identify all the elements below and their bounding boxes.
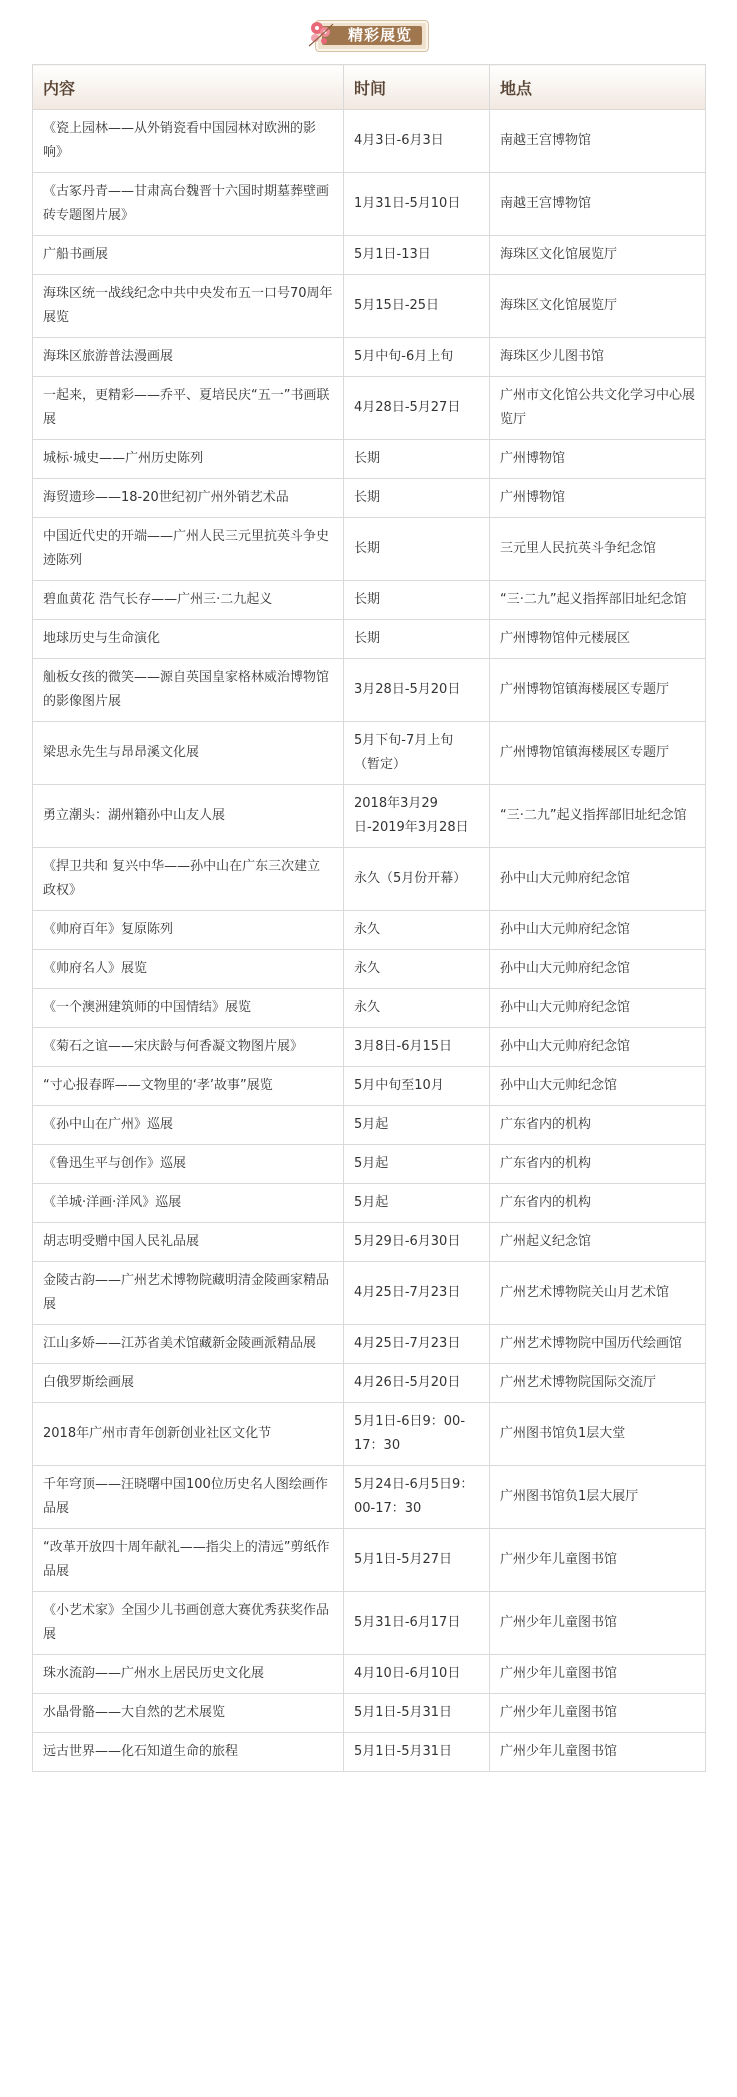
cell-time: 5月1日-5月27日 — [344, 1529, 490, 1592]
table-row — [33, 1694, 706, 1733]
cell-time: 5月31日-6月17日 — [344, 1592, 490, 1655]
header-time: 时间 — [344, 65, 490, 110]
cell-content: 碧血黄花 浩气长存——广州三·二九起义 — [33, 581, 344, 620]
table-row — [33, 581, 706, 620]
cell-place: “三·二九”起义指挥部旧址纪念馆 — [490, 581, 706, 620]
cell-place: 广州博物馆仲元楼展区 — [490, 620, 706, 659]
table-row — [33, 1145, 706, 1184]
table-row — [33, 1262, 706, 1325]
cell-place: 海珠区文化馆展览厅 — [490, 275, 706, 338]
cell-place: 广州图书馆负1层大展厅 — [490, 1466, 706, 1529]
cell-time: 4月10日-6月10日 — [344, 1655, 490, 1694]
cell-time: 5月起 — [344, 1145, 490, 1184]
cell-time: 5月中旬-6月上旬 — [344, 338, 490, 377]
cell-place: 广州艺术博物院国际交流厅 — [490, 1364, 706, 1403]
cell-place: 孙中山大元帅府纪念馆 — [490, 950, 706, 989]
cell-place: 广州艺术博物院关山月艺术馆 — [490, 1262, 706, 1325]
cell-content: “寸心报春晖——文物里的‘孝’故事”展览 — [33, 1067, 344, 1106]
cell-time: 永久（5月份开幕） — [344, 848, 490, 911]
cell-content: 《帅府名人》展览 — [33, 950, 344, 989]
cell-content: 胡志明受赠中国人民礼品展 — [33, 1223, 344, 1262]
cell-place: 海珠区少儿图书馆 — [490, 338, 706, 377]
cell-content: 海珠区统一战线纪念中共中央发布五一口号70周年展览 — [33, 275, 344, 338]
table-row — [33, 1592, 706, 1655]
cell-content: 《瓷上园林——从外销瓷看中国园林对欧洲的影响》 — [33, 110, 344, 173]
cell-content: “改革开放四十周年献礼——指尖上的清远”剪纸作品展 — [33, 1529, 344, 1592]
cell-place: 广东省内的机构 — [490, 1145, 706, 1184]
table-row — [33, 620, 706, 659]
table-row — [33, 173, 706, 236]
section-title: 精彩展览 — [322, 26, 422, 45]
cell-content: 地球历史与生命演化 — [33, 620, 344, 659]
cell-time: 5月29日-6月30日 — [344, 1223, 490, 1262]
cell-place: 广州少年儿童图书馆 — [490, 1529, 706, 1592]
cell-place: 广州起义纪念馆 — [490, 1223, 706, 1262]
cell-content: 千年穹顶——汪晓曙中国100位历史名人图绘画作品展 — [33, 1466, 344, 1529]
cell-time: 长期 — [344, 518, 490, 581]
cell-time: 5月1日-5月31日 — [344, 1733, 490, 1772]
table-row — [33, 1067, 706, 1106]
cell-place: 海珠区文化馆展览厅 — [490, 236, 706, 275]
header-place: 地点 — [490, 65, 706, 110]
table-row — [33, 1223, 706, 1262]
table-row — [33, 479, 706, 518]
cell-content: 白俄罗斯绘画展 — [33, 1364, 344, 1403]
cell-content: 《帅府百年》复原陈列 — [33, 911, 344, 950]
cell-time: 长期 — [344, 620, 490, 659]
section-header — [0, 0, 737, 64]
cell-time: 3月28日-5月20日 — [344, 659, 490, 722]
cell-place: 孙中山大元帅府纪念馆 — [490, 848, 706, 911]
cell-place: 广州少年儿童图书馆 — [490, 1655, 706, 1694]
table-row — [33, 1028, 706, 1067]
table-row — [33, 518, 706, 581]
table-row — [33, 911, 706, 950]
table-row — [33, 722, 706, 785]
cell-time: 5月24日-6月5日9：00-17：30 — [344, 1466, 490, 1529]
cell-content: 珠水流韵——广州水上居民历史文化展 — [33, 1655, 344, 1694]
cell-time: 长期 — [344, 479, 490, 518]
table-row — [33, 275, 706, 338]
table-row — [33, 1184, 706, 1223]
cell-content: 金陵古韵——广州艺术博物院藏明清金陵画家精品展 — [33, 1262, 344, 1325]
exhibition-table-wrap — [32, 64, 705, 1772]
table-row — [33, 1364, 706, 1403]
cell-place: 三元里人民抗英斗争纪念馆 — [490, 518, 706, 581]
table-row — [33, 950, 706, 989]
cell-time: 永久 — [344, 989, 490, 1028]
cell-content: 江山多娇——江苏省美术馆藏新金陵画派精品展 — [33, 1325, 344, 1364]
cell-place: 孙中山大元帅府纪念馆 — [490, 911, 706, 950]
cell-place: 广州图书馆负1层大堂 — [490, 1403, 706, 1466]
cell-content: 舢板女孩的微笑——源自英国皇家格林威治博物馆的影像图片展 — [33, 659, 344, 722]
cell-place: 孙中山大元帅纪念馆 — [490, 1067, 706, 1106]
cell-content: 《捍卫共和 复兴中华——孙中山在广东三次建立政权》 — [33, 848, 344, 911]
cell-content: 《古冢丹青——甘肃高台魏晋十六国时期墓葬壁画砖专题图片展》 — [33, 173, 344, 236]
plum-blossom-icon — [303, 16, 341, 54]
cell-content: 海珠区旅游普法漫画展 — [33, 338, 344, 377]
cell-time: 永久 — [344, 911, 490, 950]
cell-place: “三·二九”起义指挥部旧址纪念馆 — [490, 785, 706, 848]
table-row — [33, 338, 706, 377]
cell-time: 4月25日-7月23日 — [344, 1262, 490, 1325]
cell-place: 广州少年儿童图书馆 — [490, 1733, 706, 1772]
cell-place: 广东省内的机构 — [490, 1184, 706, 1223]
cell-place: 南越王宫博物馆 — [490, 110, 706, 173]
table-body — [33, 110, 706, 1772]
cell-place: 广州博物馆 — [490, 440, 706, 479]
cell-time: 3月8日-6月15日 — [344, 1028, 490, 1067]
cell-time: 5月1日-5月31日 — [344, 1694, 490, 1733]
cell-time: 4月25日-7月23日 — [344, 1325, 490, 1364]
table-row — [33, 1325, 706, 1364]
cell-time: 4月26日-5月20日 — [344, 1364, 490, 1403]
cell-time: 长期 — [344, 440, 490, 479]
cell-place: 广州艺术博物院中国历代绘画馆 — [490, 1325, 706, 1364]
cell-place: 广东省内的机构 — [490, 1106, 706, 1145]
cell-place: 广州市文化馆公共文化学习中心展览厅 — [490, 377, 706, 440]
table-row — [33, 110, 706, 173]
cell-content: 中国近代史的开端——广州人民三元里抗英斗争史迹陈列 — [33, 518, 344, 581]
cell-content: 《孙中山在广州》巡展 — [33, 1106, 344, 1145]
cell-content: 广船书画展 — [33, 236, 344, 275]
cell-content: 一起来，更精彩——乔平、夏培民庆“五一”书画联展 — [33, 377, 344, 440]
table-row — [33, 236, 706, 275]
cell-time: 长期 — [344, 581, 490, 620]
cell-content: 《一个澳洲建筑师的中国情结》展览 — [33, 989, 344, 1028]
table-row — [33, 1106, 706, 1145]
cell-content: 《羊城·洋画·洋风》巡展 — [33, 1184, 344, 1223]
table-row — [33, 1403, 706, 1466]
cell-content: 《鲁迅生平与创作》巡展 — [33, 1145, 344, 1184]
cell-place: 南越王宫博物馆 — [490, 173, 706, 236]
header-content: 内容 — [33, 65, 344, 110]
cell-time: 永久 — [344, 950, 490, 989]
table-header-row — [33, 65, 706, 110]
table-row — [33, 848, 706, 911]
cell-time: 5月起 — [344, 1184, 490, 1223]
table-row — [33, 785, 706, 848]
cell-place: 广州博物馆 — [490, 479, 706, 518]
cell-place: 广州少年儿童图书馆 — [490, 1694, 706, 1733]
cell-place: 广州少年儿童图书馆 — [490, 1592, 706, 1655]
cell-time: 1月31日-5月10日 — [344, 173, 490, 236]
cell-content: 海贸遗珍——18-20世纪初广州外销艺术品 — [33, 479, 344, 518]
cell-time: 2018年3月29日-2019年3月28日 — [344, 785, 490, 848]
cell-content: 梁思永先生与昂昂溪文化展 — [33, 722, 344, 785]
cell-time: 5月15日-25日 — [344, 275, 490, 338]
table-row — [33, 659, 706, 722]
cell-content: 勇立潮头：湖州籍孙中山友人展 — [33, 785, 344, 848]
cell-content: 《菊石之谊——宋庆龄与何香凝文物图片展》 — [33, 1028, 344, 1067]
cell-time: 4月3日-6月3日 — [344, 110, 490, 173]
cell-content: 《小艺术家》全国少儿书画创意大赛优秀获奖作品展 — [33, 1592, 344, 1655]
cell-content: 远古世界——化石知道生命的旅程 — [33, 1733, 344, 1772]
cell-time: 5月下旬-7月上旬（暂定） — [344, 722, 490, 785]
table-row — [33, 1529, 706, 1592]
cell-time: 4月28日-5月27日 — [344, 377, 490, 440]
cell-content: 2018年广州市青年创新创业社区文化节 — [33, 1403, 344, 1466]
table-row — [33, 440, 706, 479]
table-row — [33, 1733, 706, 1772]
cell-place: 广州博物馆镇海楼展区专题厅 — [490, 659, 706, 722]
cell-content: 城标·城史——广州历史陈列 — [33, 440, 344, 479]
cell-place: 孙中山大元帅府纪念馆 — [490, 1028, 706, 1067]
cell-time: 5月中旬至10月 — [344, 1067, 490, 1106]
cell-place: 孙中山大元帅府纪念馆 — [490, 989, 706, 1028]
table-row — [33, 377, 706, 440]
table-row — [33, 1466, 706, 1529]
cell-time: 5月1日-6日9：00-17：30 — [344, 1403, 490, 1466]
section-badge — [309, 20, 427, 52]
cell-time: 5月起 — [344, 1106, 490, 1145]
exhibition-table — [32, 64, 706, 1772]
cell-place: 广州博物馆镇海楼展区专题厅 — [490, 722, 706, 785]
cell-content: 水晶骨骼——大自然的艺术展览 — [33, 1694, 344, 1733]
table-row — [33, 989, 706, 1028]
cell-time: 5月1日-13日 — [344, 236, 490, 275]
table-row — [33, 1655, 706, 1694]
